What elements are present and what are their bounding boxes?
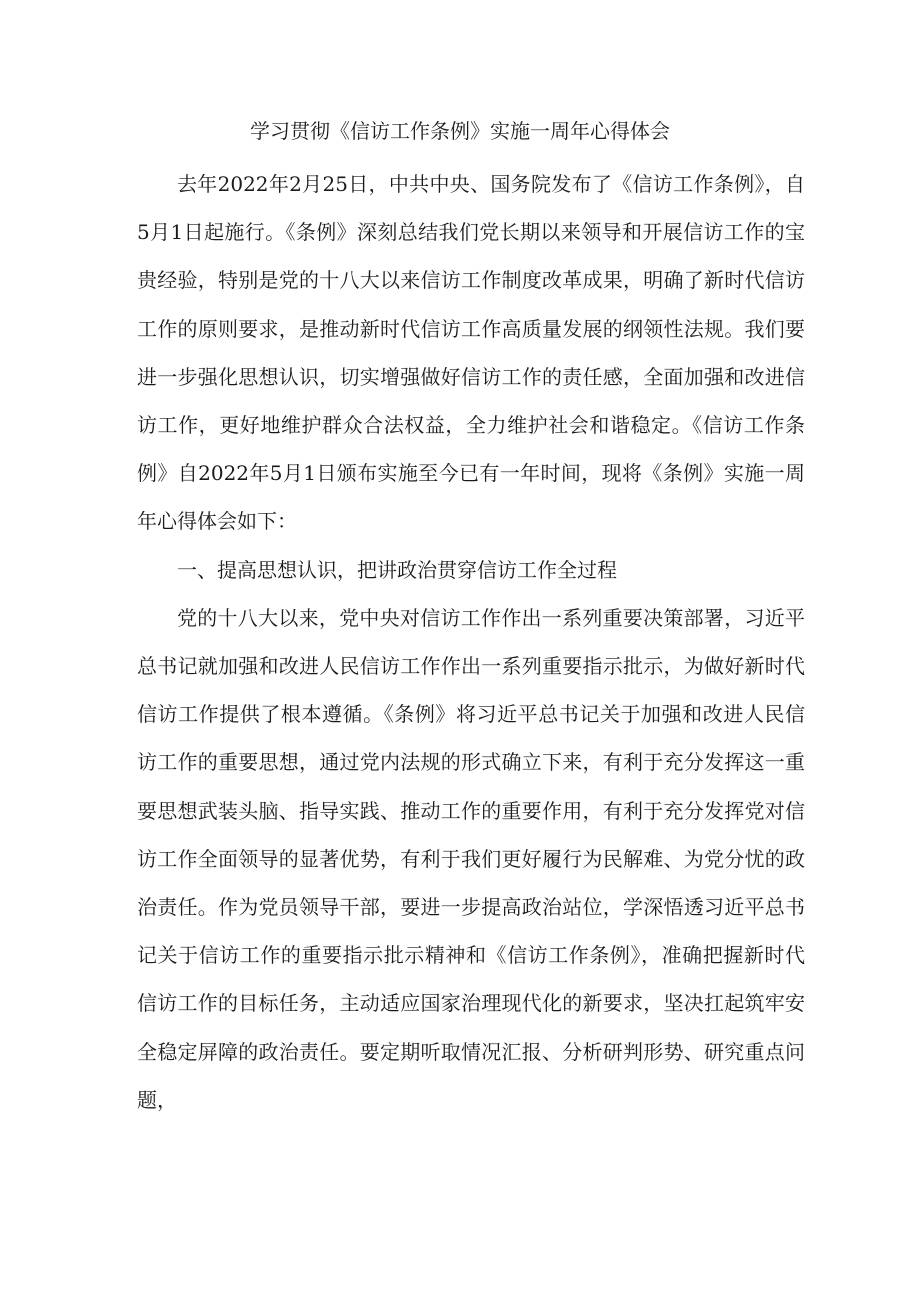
document-body bbox=[137, 160, 805, 1124]
paragraph-section-1: 党的十八大以来，党中央对信访工作作出一系列重要决策部署，习近平总书记就加强和改进人民信访工作作出一系列重要指示批示，为做好新时代信访工作提供了根本遵循。《条例》将习近平总书记关于加强和改进人民信访工作的重要思想，通过党内法规的形式确立下来，有利于充分发挥这一重要思想武装头脑、指导实践、推动工作的重要作用，有利于充分发挥党对信访工作全面领导的显著优势，有利于我们更好履行为民解难、为党分忧的政治责任。作为党员领导干部，要进一步提高政治站位，学深悟透习近平总书记关于信访工作的重要指示批示精神和《信访工作条例》，准确把握新时代信访工作的目标任务，主动适应国家治理现代化的新要求，坚决扛起筑牢安全稳定屏障的政治责任。要定期听取情况汇报、分析研判形势、研究重点问题， bbox=[137, 605, 805, 1112]
paragraph-intro: 去年2022年2月25日，中共中央、国务院发布了《信访工作条例》，自5月1日起施行。《条例》深刻总结我们党长期以来领导和开展信访工作的宝贵经验，特别是党的十八大以来信访工作制度改革成果，明确了新时代信访工作的原则要求，是推动新时代信访工作高质量发展的纲领性法规。我们要进一步强化思想认识，切实增强做好信访工作的责任感，全面加强和改进信访工作，更好地维护群众合法权益，全力维护社会和谐稳定。《信访工作条例》自2022年5月1日颁布实施至今已有一年时间，现将《条例》实施一周年心得体会如下： bbox=[137, 172, 805, 534]
document-title: 学习贯彻《信访工作条例》实施一周年心得体会 bbox=[250, 119, 670, 143]
section-heading-1: 一、提高思想认识，把讲政治贯穿信访工作全过程 bbox=[177, 557, 617, 582]
